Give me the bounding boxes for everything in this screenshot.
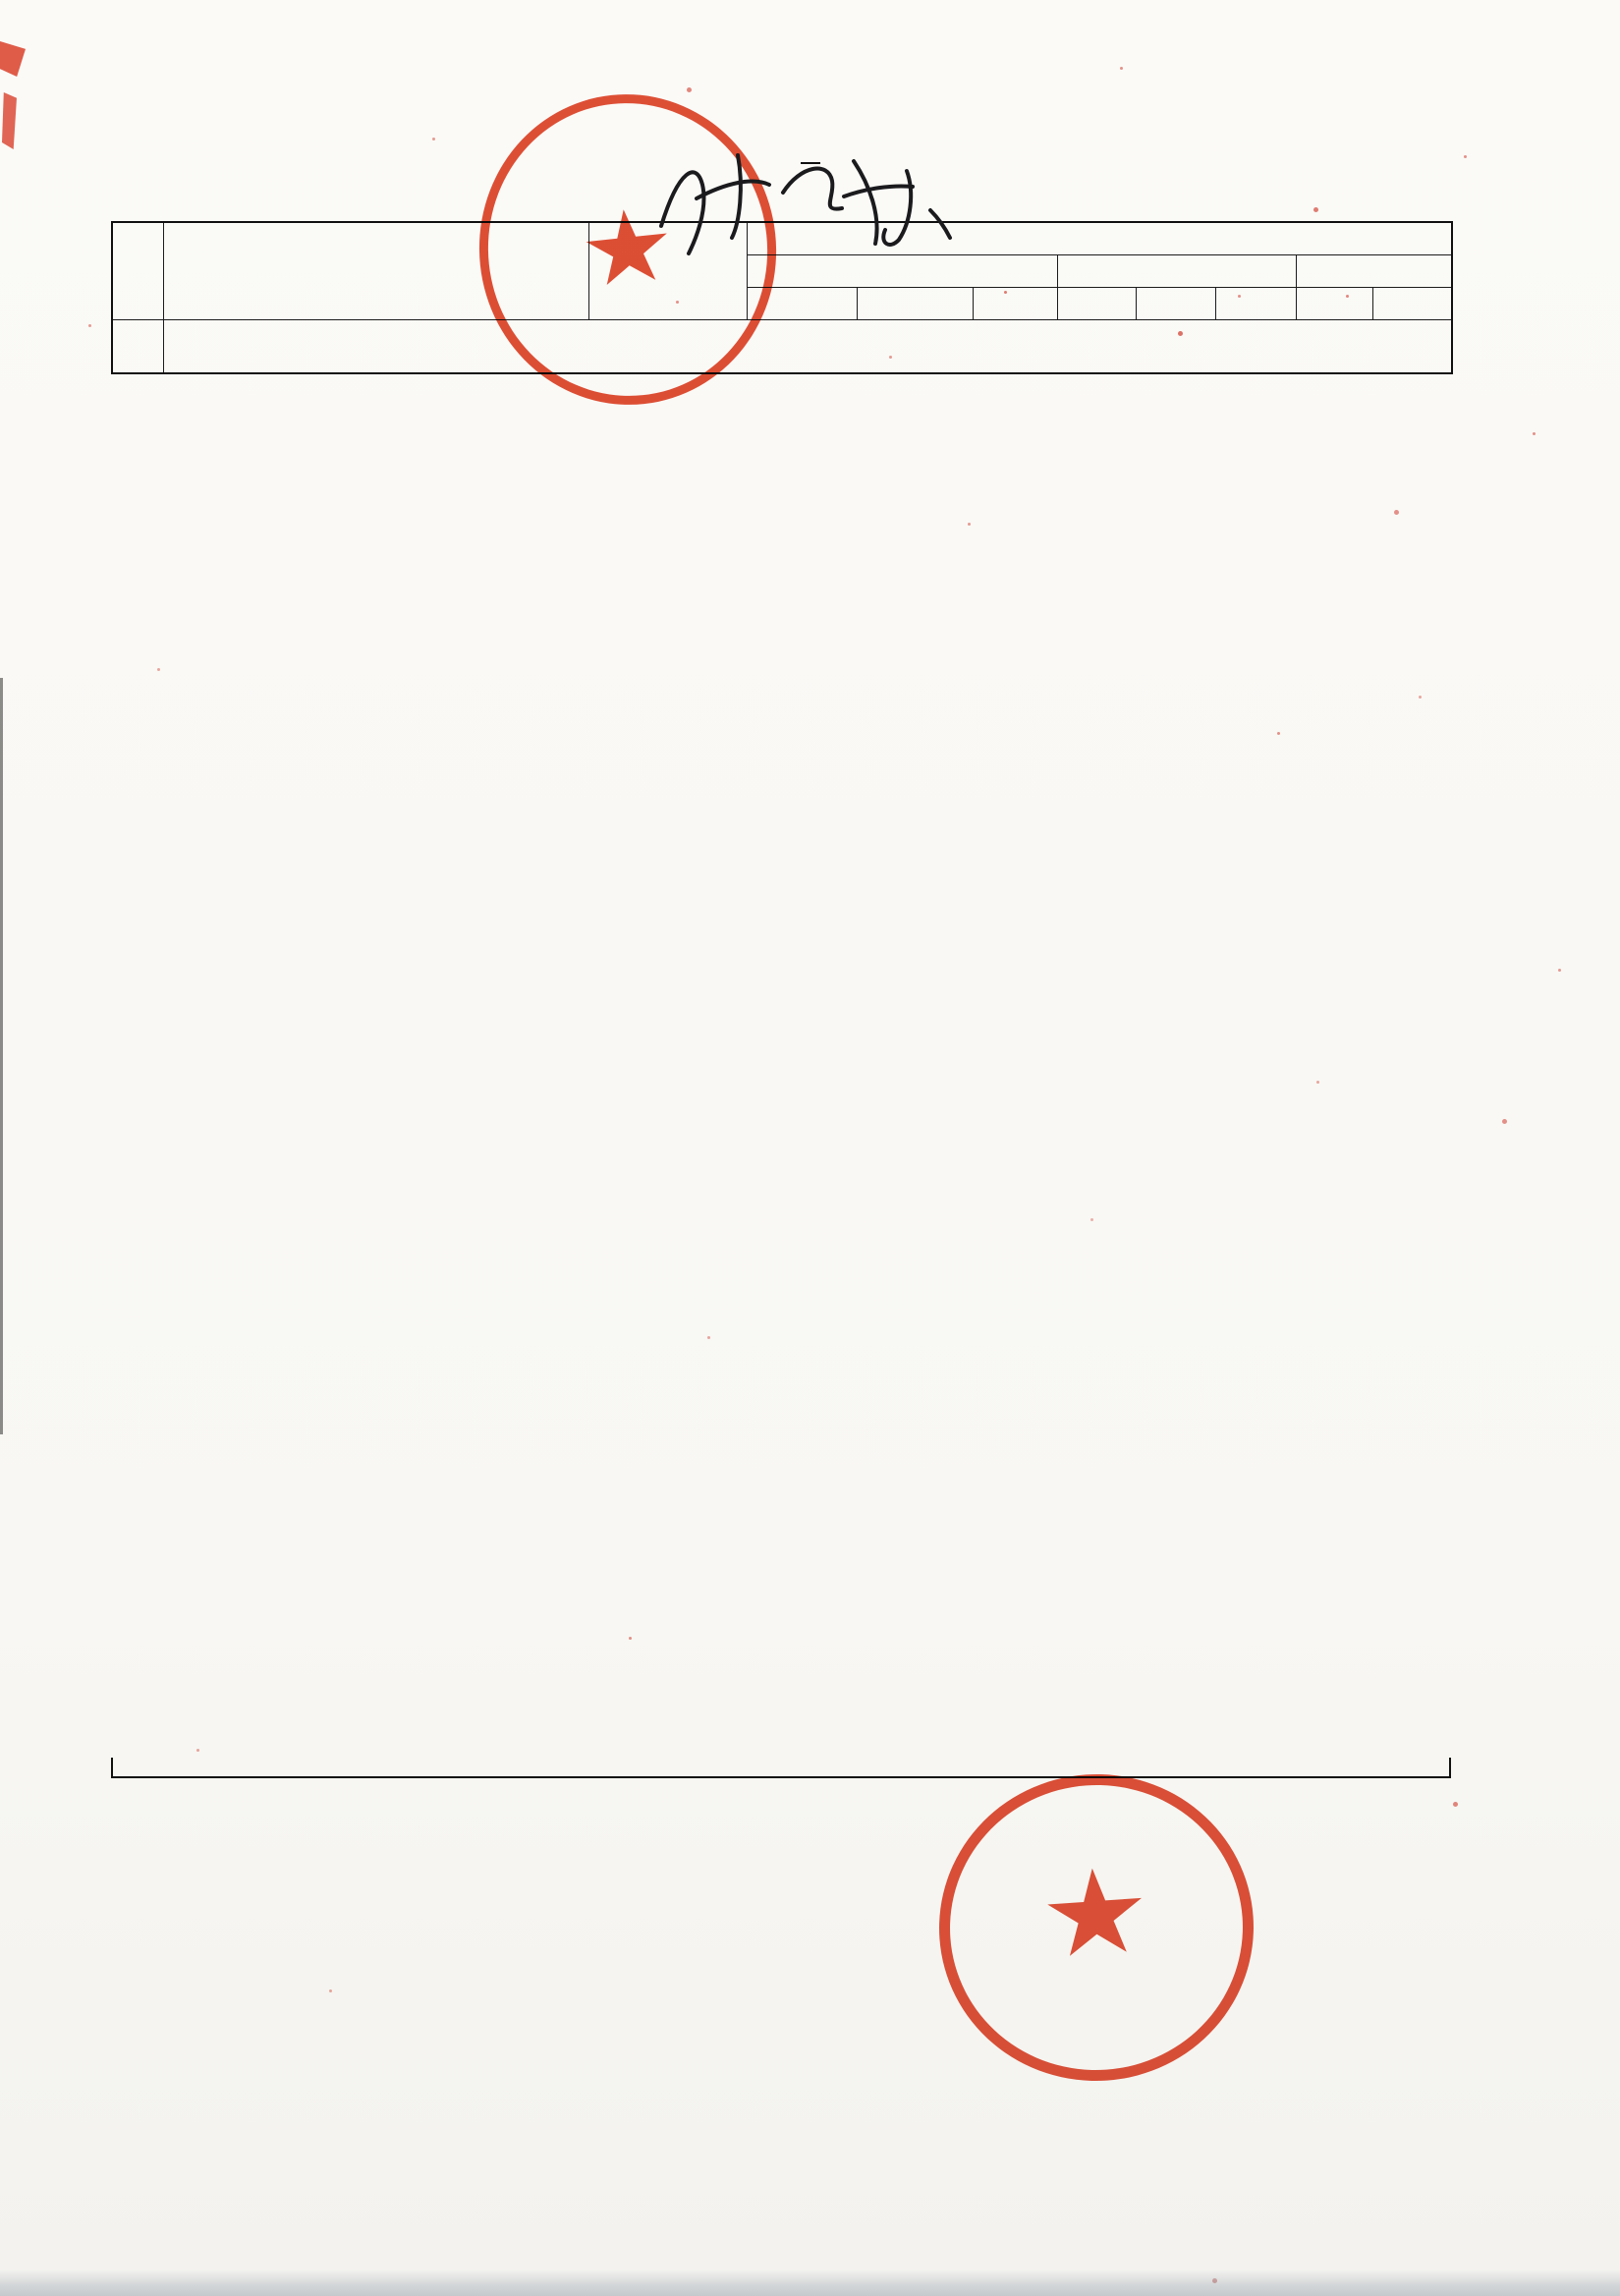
header-seq (112, 222, 163, 319)
header-plant-4 (1057, 287, 1136, 319)
scan-bottom-band (0, 2270, 1620, 2296)
header-group-county (1057, 254, 1296, 287)
header-plant-3 (973, 287, 1057, 319)
remark-label (112, 319, 163, 373)
notes-section (111, 1758, 1451, 1778)
header-plant-7 (1296, 287, 1372, 319)
remark-value (163, 319, 1452, 373)
header-group-more (1296, 254, 1452, 287)
header-plant-5 (1136, 287, 1215, 319)
scan-edge-shadow (0, 678, 3, 1434)
header-plant-6 (1215, 287, 1296, 319)
signature-mark (643, 128, 968, 260)
company-seal-bottom (929, 1764, 1264, 2092)
scan-red-mark (0, 41, 26, 77)
header-plant-8 (1372, 287, 1452, 319)
scan-speckles (0, 0, 3, 3)
header-plant-2 (857, 287, 973, 319)
